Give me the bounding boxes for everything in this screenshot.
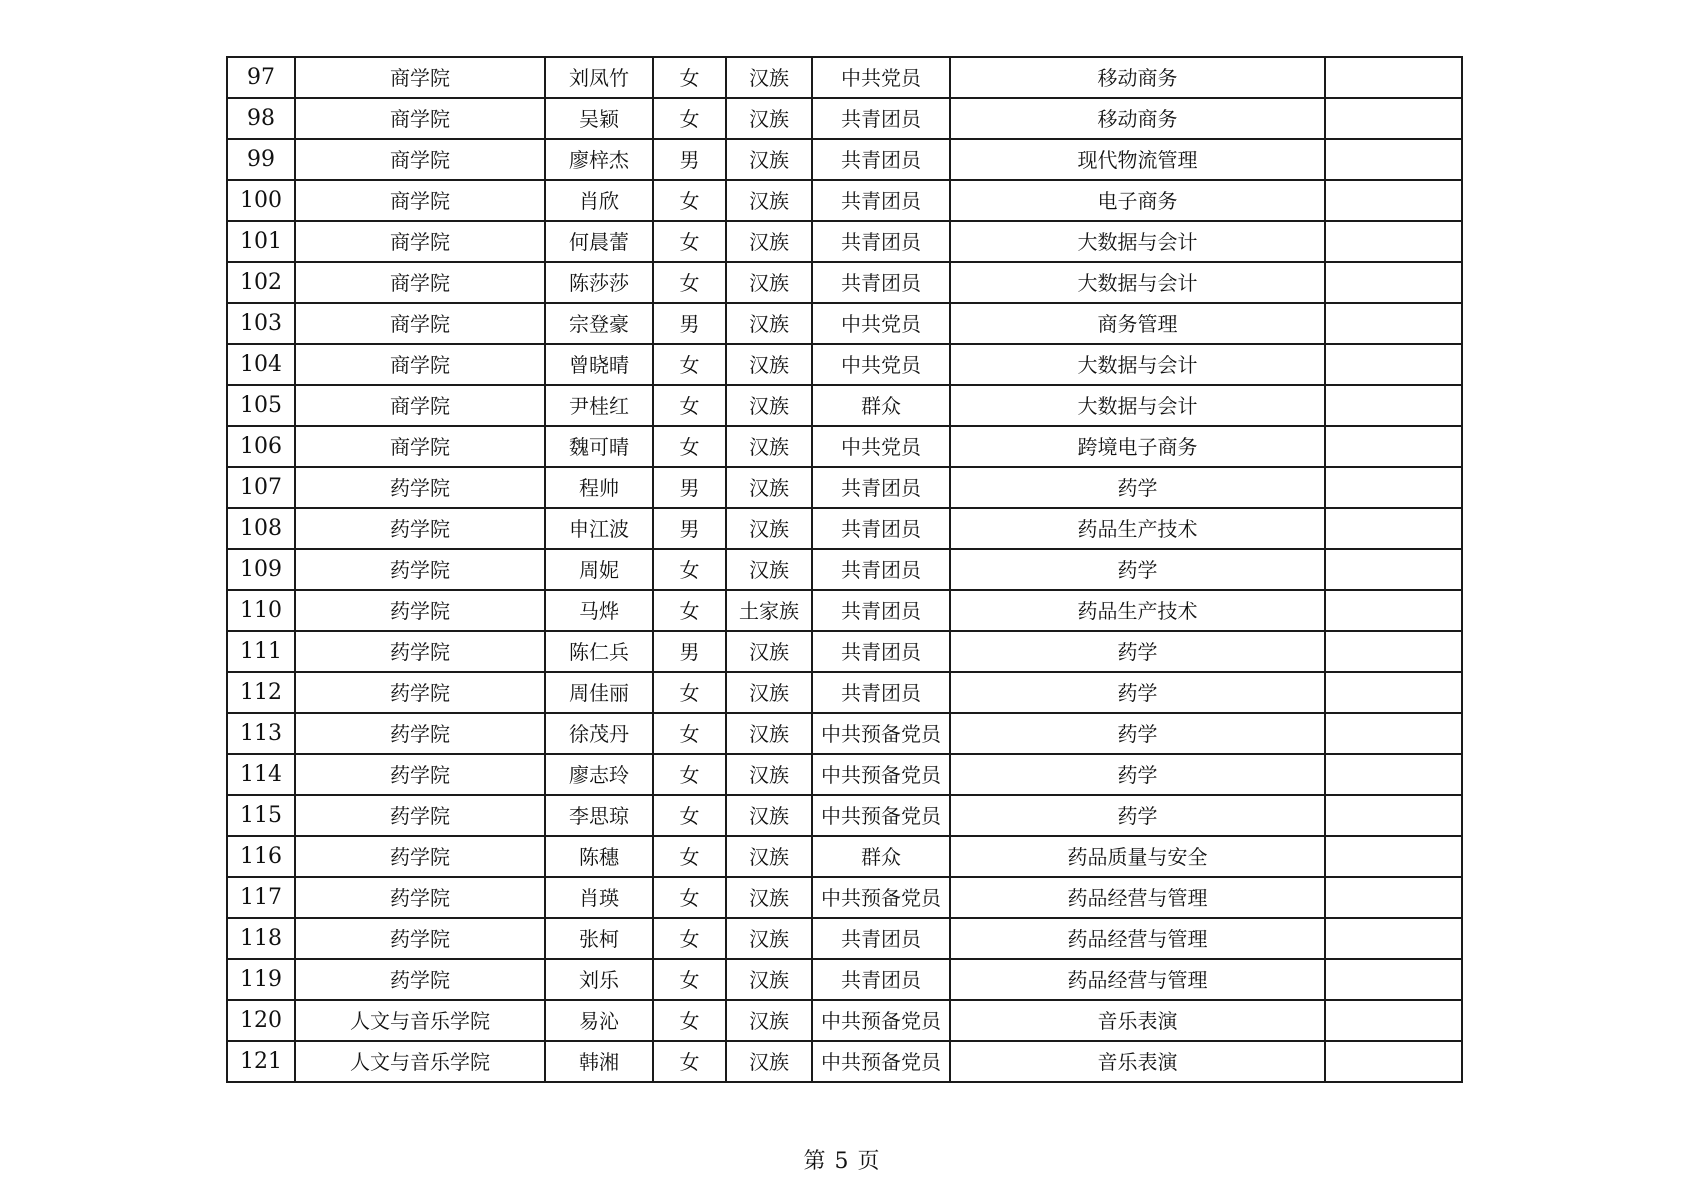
cell-student-name: 曾晓晴: [545, 344, 653, 385]
cell-remarks: [1325, 221, 1462, 262]
cell-remarks: [1325, 1041, 1462, 1082]
cell-row-number: 104: [227, 344, 295, 385]
cell-remarks: [1325, 385, 1462, 426]
cell-political-status: 中共党员: [812, 426, 950, 467]
cell-political-status: 共青团员: [812, 467, 950, 508]
cell-remarks: [1325, 836, 1462, 877]
cell-major: 药品质量与安全: [950, 836, 1325, 877]
cell-major: 药品生产技术: [950, 508, 1325, 549]
cell-college: 药学院: [295, 467, 545, 508]
cell-political-status: 共青团员: [812, 631, 950, 672]
table-row: [227, 221, 1462, 262]
cell-gender: 女: [653, 795, 726, 836]
table-row: [227, 795, 1462, 836]
cell-ethnicity: 汉族: [726, 918, 812, 959]
cell-student-name: 陈莎莎: [545, 262, 653, 303]
cell-major: 药品经营与管理: [950, 877, 1325, 918]
cell-ethnicity: 汉族: [726, 180, 812, 221]
table-row: [227, 139, 1462, 180]
cell-remarks: [1325, 426, 1462, 467]
cell-political-status: 共青团员: [812, 672, 950, 713]
cell-political-status: 群众: [812, 385, 950, 426]
cell-political-status: 共青团员: [812, 590, 950, 631]
cell-college: 药学院: [295, 959, 545, 1000]
cell-college: 商学院: [295, 385, 545, 426]
cell-college: 药学院: [295, 549, 545, 590]
cell-row-number: 113: [227, 713, 295, 754]
cell-remarks: [1325, 1000, 1462, 1041]
cell-major: 音乐表演: [950, 1041, 1325, 1082]
cell-ethnicity: 汉族: [726, 549, 812, 590]
cell-ethnicity: 汉族: [726, 1041, 812, 1082]
table-row: [227, 918, 1462, 959]
cell-remarks: [1325, 877, 1462, 918]
cell-major: 电子商务: [950, 180, 1325, 221]
cell-ethnicity: 汉族: [726, 385, 812, 426]
cell-major: 大数据与会计: [950, 262, 1325, 303]
cell-gender: 男: [653, 139, 726, 180]
cell-ethnicity: 汉族: [726, 631, 812, 672]
cell-gender: 男: [653, 631, 726, 672]
cell-ethnicity: 汉族: [726, 795, 812, 836]
cell-college: 人文与音乐学院: [295, 1041, 545, 1082]
cell-remarks: [1325, 549, 1462, 590]
cell-remarks: [1325, 713, 1462, 754]
cell-student-name: 马烨: [545, 590, 653, 631]
table-row: [227, 467, 1462, 508]
cell-major: 药品经营与管理: [950, 959, 1325, 1000]
cell-remarks: [1325, 631, 1462, 672]
table-row: [227, 877, 1462, 918]
cell-ethnicity: 汉族: [726, 836, 812, 877]
cell-major: 现代物流管理: [950, 139, 1325, 180]
table-row: [227, 672, 1462, 713]
cell-student-name: 吴颖: [545, 98, 653, 139]
cell-student-name: 周妮: [545, 549, 653, 590]
cell-college: 药学院: [295, 754, 545, 795]
cell-row-number: 117: [227, 877, 295, 918]
table-row: [227, 262, 1462, 303]
cell-major: 药学: [950, 713, 1325, 754]
cell-major: 音乐表演: [950, 1000, 1325, 1041]
cell-college: 药学院: [295, 877, 545, 918]
cell-college: 药学院: [295, 672, 545, 713]
cell-ethnicity: 汉族: [726, 1000, 812, 1041]
cell-remarks: [1325, 754, 1462, 795]
cell-student-name: 廖志玲: [545, 754, 653, 795]
cell-ethnicity: 汉族: [726, 672, 812, 713]
cell-row-number: 111: [227, 631, 295, 672]
cell-political-status: 共青团员: [812, 180, 950, 221]
cell-political-status: 共青团员: [812, 139, 950, 180]
cell-row-number: 116: [227, 836, 295, 877]
student-roster-table: [226, 56, 1463, 1083]
cell-gender: 男: [653, 467, 726, 508]
cell-row-number: 120: [227, 1000, 295, 1041]
cell-row-number: 103: [227, 303, 295, 344]
cell-student-name: 魏可晴: [545, 426, 653, 467]
cell-remarks: [1325, 508, 1462, 549]
cell-student-name: 韩湘: [545, 1041, 653, 1082]
cell-row-number: 108: [227, 508, 295, 549]
cell-ethnicity: 汉族: [726, 508, 812, 549]
cell-student-name: 陈仁兵: [545, 631, 653, 672]
cell-gender: 女: [653, 918, 726, 959]
cell-political-status: 共青团员: [812, 221, 950, 262]
cell-major: 药学: [950, 672, 1325, 713]
cell-major: 药学: [950, 754, 1325, 795]
cell-gender: 女: [653, 57, 726, 98]
table-row: [227, 549, 1462, 590]
cell-gender: 女: [653, 672, 726, 713]
cell-row-number: 121: [227, 1041, 295, 1082]
table-row: [227, 98, 1462, 139]
table-row: [227, 836, 1462, 877]
cell-college: 药学院: [295, 795, 545, 836]
table-row: [227, 426, 1462, 467]
cell-gender: 女: [653, 549, 726, 590]
cell-political-status: 共青团员: [812, 918, 950, 959]
cell-student-name: 陈穗: [545, 836, 653, 877]
cell-major: 药学: [950, 631, 1325, 672]
table-row: [227, 344, 1462, 385]
cell-political-status: 中共预备党员: [812, 1000, 950, 1041]
cell-ethnicity: 汉族: [726, 344, 812, 385]
cell-college: 人文与音乐学院: [295, 1000, 545, 1041]
cell-political-status: 中共预备党员: [812, 713, 950, 754]
cell-gender: 女: [653, 426, 726, 467]
cell-student-name: 肖瑛: [545, 877, 653, 918]
cell-college: 商学院: [295, 57, 545, 98]
cell-gender: 女: [653, 836, 726, 877]
cell-college: 商学院: [295, 221, 545, 262]
cell-ethnicity: 汉族: [726, 303, 812, 344]
cell-student-name: 宗登豪: [545, 303, 653, 344]
cell-row-number: 109: [227, 549, 295, 590]
cell-row-number: 98: [227, 98, 295, 139]
cell-political-status: 中共预备党员: [812, 795, 950, 836]
cell-student-name: 刘凤竹: [545, 57, 653, 98]
table-row: [227, 180, 1462, 221]
cell-row-number: 101: [227, 221, 295, 262]
cell-ethnicity: 汉族: [726, 713, 812, 754]
cell-major: 移动商务: [950, 98, 1325, 139]
cell-ethnicity: 汉族: [726, 959, 812, 1000]
cell-college: 药学院: [295, 590, 545, 631]
cell-major: 大数据与会计: [950, 221, 1325, 262]
cell-student-name: 申江波: [545, 508, 653, 549]
cell-row-number: 107: [227, 467, 295, 508]
cell-gender: 女: [653, 1041, 726, 1082]
cell-student-name: 张柯: [545, 918, 653, 959]
cell-student-name: 李思琼: [545, 795, 653, 836]
cell-major: 跨境电子商务: [950, 426, 1325, 467]
cell-gender: 女: [653, 385, 726, 426]
cell-major: 药学: [950, 549, 1325, 590]
cell-college: 药学院: [295, 508, 545, 549]
cell-gender: 女: [653, 221, 726, 262]
cell-row-number: 112: [227, 672, 295, 713]
cell-remarks: [1325, 180, 1462, 221]
cell-remarks: [1325, 959, 1462, 1000]
cell-remarks: [1325, 303, 1462, 344]
cell-college: 商学院: [295, 262, 545, 303]
cell-political-status: 中共预备党员: [812, 877, 950, 918]
cell-gender: 女: [653, 1000, 726, 1041]
cell-remarks: [1325, 57, 1462, 98]
cell-remarks: [1325, 918, 1462, 959]
cell-row-number: 118: [227, 918, 295, 959]
cell-ethnicity: 汉族: [726, 426, 812, 467]
cell-student-name: 程帅: [545, 467, 653, 508]
cell-major: 药学: [950, 795, 1325, 836]
table-row: [227, 590, 1462, 631]
cell-ethnicity: 汉族: [726, 877, 812, 918]
cell-row-number: 106: [227, 426, 295, 467]
cell-political-status: 中共党员: [812, 344, 950, 385]
table-row: [227, 57, 1462, 98]
cell-college: 药学院: [295, 836, 545, 877]
table-row: [227, 754, 1462, 795]
cell-college: 商学院: [295, 98, 545, 139]
table-row: [227, 959, 1462, 1000]
table-row: [227, 1000, 1462, 1041]
cell-row-number: 100: [227, 180, 295, 221]
cell-ethnicity: 汉族: [726, 467, 812, 508]
cell-row-number: 114: [227, 754, 295, 795]
cell-gender: 男: [653, 303, 726, 344]
cell-gender: 女: [653, 344, 726, 385]
cell-remarks: [1325, 262, 1462, 303]
cell-row-number: 99: [227, 139, 295, 180]
cell-ethnicity: 汉族: [726, 139, 812, 180]
cell-student-name: 廖梓杰: [545, 139, 653, 180]
cell-student-name: 刘乐: [545, 959, 653, 1000]
cell-remarks: [1325, 139, 1462, 180]
cell-college: 药学院: [295, 713, 545, 754]
cell-remarks: [1325, 467, 1462, 508]
cell-remarks: [1325, 672, 1462, 713]
cell-row-number: 102: [227, 262, 295, 303]
page-number: 第 5 页: [803, 1149, 881, 1174]
cell-remarks: [1325, 98, 1462, 139]
table-row: [227, 508, 1462, 549]
cell-political-status: 共青团员: [812, 959, 950, 1000]
roster-body: [227, 57, 1462, 1082]
cell-major: 商务管理: [950, 303, 1325, 344]
cell-political-status: 群众: [812, 836, 950, 877]
cell-row-number: 119: [227, 959, 295, 1000]
cell-ethnicity: 汉族: [726, 754, 812, 795]
cell-college: 商学院: [295, 426, 545, 467]
cell-row-number: 115: [227, 795, 295, 836]
cell-gender: 女: [653, 590, 726, 631]
cell-major: 移动商务: [950, 57, 1325, 98]
cell-gender: 女: [653, 180, 726, 221]
cell-student-name: 尹桂红: [545, 385, 653, 426]
cell-major: 大数据与会计: [950, 344, 1325, 385]
cell-ethnicity: 汉族: [726, 221, 812, 262]
cell-gender: 女: [653, 98, 726, 139]
table-row: [227, 385, 1462, 426]
cell-ethnicity: 汉族: [726, 98, 812, 139]
cell-major: 药学: [950, 467, 1325, 508]
cell-college: 商学院: [295, 139, 545, 180]
table-row: [227, 303, 1462, 344]
cell-gender: 女: [653, 262, 726, 303]
cell-college: 商学院: [295, 344, 545, 385]
cell-student-name: 肖欣: [545, 180, 653, 221]
cell-political-status: 中共预备党员: [812, 754, 950, 795]
cell-political-status: 中共预备党员: [812, 1041, 950, 1082]
cell-gender: 男: [653, 508, 726, 549]
cell-political-status: 共青团员: [812, 549, 950, 590]
table-row: [227, 631, 1462, 672]
cell-gender: 女: [653, 713, 726, 754]
cell-remarks: [1325, 344, 1462, 385]
cell-major: 药品生产技术: [950, 590, 1325, 631]
cell-student-name: 易沁: [545, 1000, 653, 1041]
cell-ethnicity: 汉族: [726, 262, 812, 303]
cell-student-name: 周佳丽: [545, 672, 653, 713]
table-row: [227, 713, 1462, 754]
cell-college: 药学院: [295, 918, 545, 959]
cell-political-status: 中共党员: [812, 303, 950, 344]
cell-college: 商学院: [295, 303, 545, 344]
table-row: [227, 1041, 1462, 1082]
cell-political-status: 共青团员: [812, 98, 950, 139]
cell-political-status: 共青团员: [812, 262, 950, 303]
cell-row-number: 110: [227, 590, 295, 631]
cell-ethnicity: 土家族: [726, 590, 812, 631]
cell-gender: 女: [653, 877, 726, 918]
cell-gender: 女: [653, 754, 726, 795]
cell-student-name: 徐茂丹: [545, 713, 653, 754]
cell-ethnicity: 汉族: [726, 57, 812, 98]
cell-college: 商学院: [295, 180, 545, 221]
cell-gender: 女: [653, 959, 726, 1000]
cell-major: 大数据与会计: [950, 385, 1325, 426]
cell-row-number: 97: [227, 57, 295, 98]
cell-remarks: [1325, 590, 1462, 631]
cell-college: 药学院: [295, 631, 545, 672]
cell-political-status: 中共党员: [812, 57, 950, 98]
cell-row-number: 105: [227, 385, 295, 426]
cell-student-name: 何晨蕾: [545, 221, 653, 262]
cell-political-status: 共青团员: [812, 508, 950, 549]
cell-major: 药品经营与管理: [950, 918, 1325, 959]
cell-remarks: [1325, 795, 1462, 836]
